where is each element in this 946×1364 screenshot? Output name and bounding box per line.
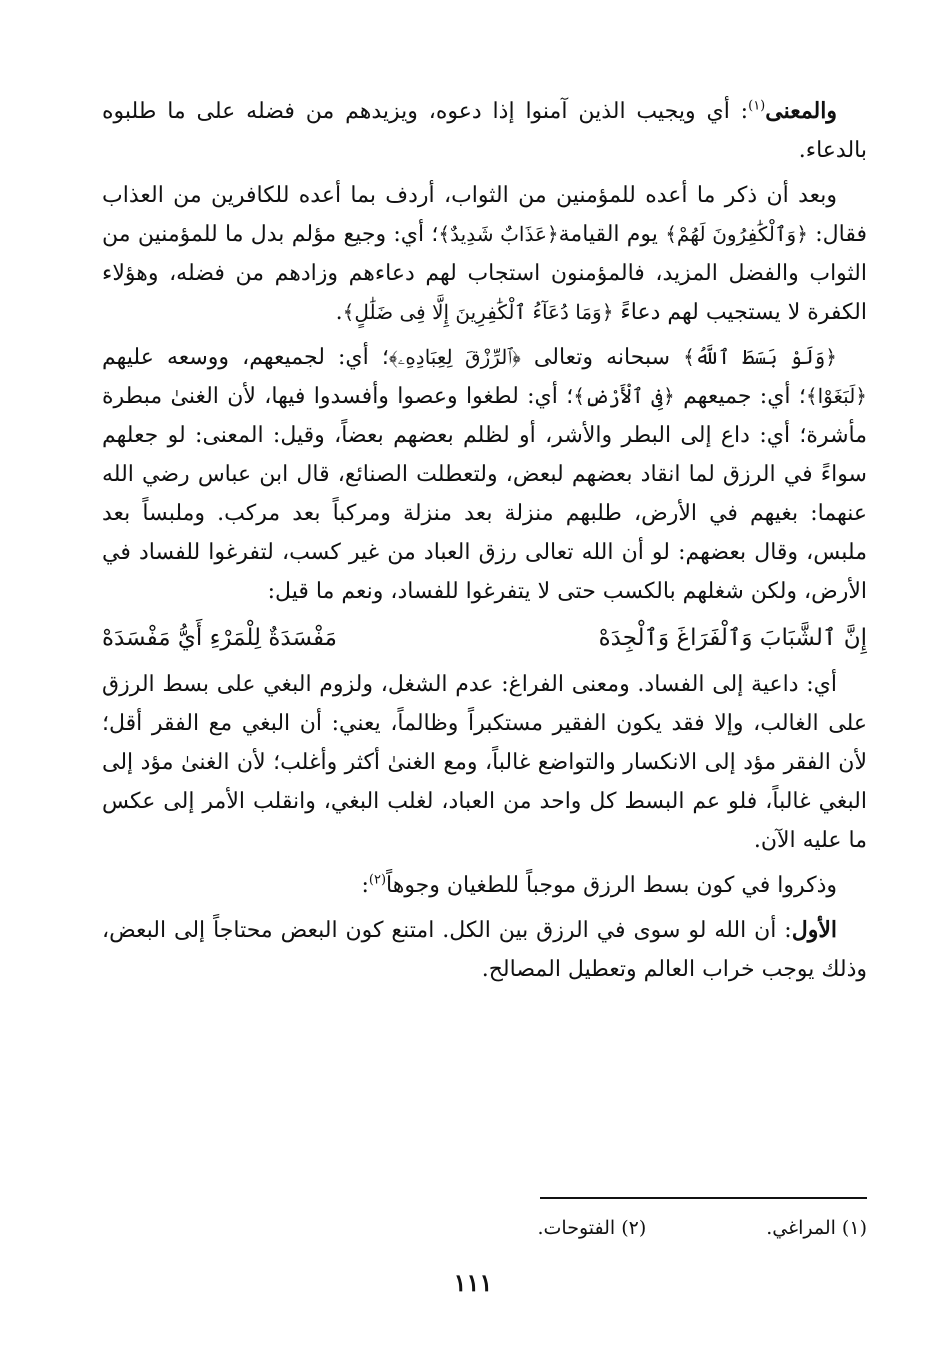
paragraph-text: . <box>335 300 343 325</box>
quran-quote: ﴿فِى ٱلْأَرْضِ﴾ <box>573 384 675 408</box>
footnote-1: (١) المراغي. <box>766 1217 867 1239</box>
main-text <box>102 92 867 995</box>
paragraph-text: ؛ أي: لطغوا وعصوا وأفسدوا فيها، لأن الغنىٰ مبطرة مأشرة؛ أي: داع إلى البطر والأشر، أو لظلم بعضهم بعضاً، وقيل: المعنى: لو جعلهم سواءً في الرزق لما انقاد بعضهم لبعض، ولتعطلت الصنائع، قال ابن عباس رضي الله عنهما: بغيهم في الأرض، طلبهم منزلة بعد منزلة ومركباً بعد مركب. وملبساً بعد ملبس، وقال بعضهم: لو أن الله تعالى رزق العباد من غير كسب، لتفرغوا للفساد في الأرض، ولكن شغلهم بالكسب حتى لا يتفرغوا للفساد، ونعم ما قيل: <box>102 384 867 604</box>
paragraph-text: : <box>361 873 369 898</box>
lead-word: الأول <box>791 917 837 943</box>
quran-quote: ﴿وَلَوْ بَسَطَ ٱللَّهُ﴾ <box>683 345 837 369</box>
paragraph-text: وذكروا في كون بسط الرزق موجباً للطغيان وجوهاً <box>386 873 837 898</box>
paragraph-text: أي: داعية إلى الفساد. ومعنى الفراغ: عدم الشغل، ولزوم البغي على بسط الرزق على الغالب، وإلا فقد يكون الفقير مستكبراً وظالماً، يعني: أن البغي مع الفقر أقل؛ لأن الفقر مؤد إلى الانكسار والتواضع غالباً، ومع الغنىٰ أكثر وأغلب؛ لأن الغنىٰ مؤد إلى البغي غالباً، فلو عم البسط كل واحد من العباد، لغلب البغي، وانقلب الأمر إلى عكس ما عليه الآن. <box>102 672 867 853</box>
paragraph-meaning <box>102 92 867 170</box>
lead-word: والمعنى <box>765 98 837 124</box>
paragraph-text: وبعد أن ذكر ما أعده للمؤمنين من الثواب، أردف بما أعده للكافرين من العذاب فقال: <box>102 183 867 247</box>
quran-quote: ﴿وَٱلْكَٰفِرُونَ لَهُمْ﴾ <box>665 222 808 246</box>
paragraph-text: : أي ويجيب الذين آمنوا إذا دعوه، ويزيدهم من فضله على ما طلبوه بالدعاء. <box>102 99 867 163</box>
poetry-verse <box>102 617 867 659</box>
paragraph-explanation <box>102 665 867 860</box>
footnotes <box>102 1211 867 1245</box>
footnote-divider <box>540 1197 867 1199</box>
quran-quote: ﴿عَذَابٌ شَدِيدٌ﴾ <box>438 222 559 246</box>
verse-hemistich-second: مَفْسَدَةٌ لِلْمَرْءِ أَيُّ مَفْسَدَهْ <box>102 625 337 651</box>
paragraph-text: ؛ أي: وجيع مؤلم بدل ما للمؤمنين من الثواب والفضل المزيد، فالمؤمنون استجاب لهم دعاءهم وزادهم من فضله، وهؤلاء الكفرة لا يستجيب لهم دعاءً <box>102 222 867 325</box>
paragraph-text: يوم القيامة <box>558 222 666 247</box>
footnote-ref-2[interactable]: (٢) <box>368 872 387 888</box>
paragraph-provision <box>102 338 867 611</box>
footnote-2: (٢) الفتوحات. <box>537 1217 647 1239</box>
paragraph-text: : أن الله لو سوى في الرزق بين الكل. امتنع كون البعض محتاجاً إلى البعض، وذلك يوجب خراب العالم وتعطيل المصالح. <box>102 918 867 982</box>
page-number: ١١١ <box>453 1268 493 1297</box>
paragraph-punishment <box>102 176 867 332</box>
verse-hemistich-first: إِنَّ ٱلشَّبَابَ وَٱلْفَرَاغَ وَٱلْجِدَهْ <box>598 625 867 651</box>
paragraph-first-reason <box>102 911 867 989</box>
quran-quote: ﴿لَبَغَوْا﴾ <box>805 384 868 408</box>
quran-quote: ﴿وَمَا دُعَآءُ ٱلْكَٰفِرِينَ إِلَّا فِى ضَلَٰلٍ﴾ <box>342 300 614 324</box>
paragraph-reasons-intro <box>102 866 867 905</box>
quran-quote: ﴿ٱلرِّزْقَ لِعِبَادِهِۦ﴾ <box>388 345 521 369</box>
footnote-ref-1[interactable]: (١) <box>748 98 766 114</box>
paragraph-text: ؛ أي: لجميعهم، ووسعه عليهم <box>102 345 389 370</box>
paragraph-text: سبحانه وتعالى <box>520 345 684 370</box>
paragraph-text: ؛ أي: جميعهم <box>674 384 806 409</box>
